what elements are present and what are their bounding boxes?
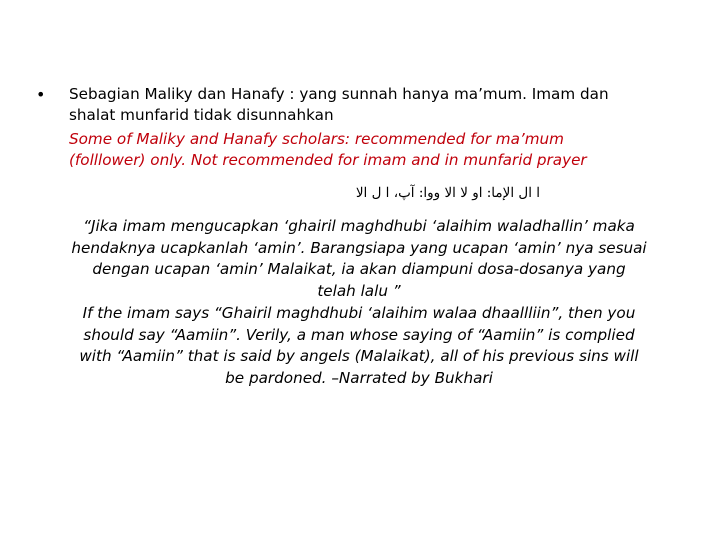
bullet-english bbox=[69, 129, 676, 171]
quote-en-line-2: should say “Aamiin”. Verily, a man whose saying of “Aamiin” is complied bbox=[83, 325, 635, 344]
bullet-line-id-2: shalat munfarid tidak disunnahkan bbox=[69, 106, 334, 124]
quote-indonesian bbox=[56, 216, 662, 302]
quote-id-line-2: hendaknya ucapkanlah ‘amin’. Barangsiapa yang ucapan ‘amin’ nya sesuai bbox=[71, 238, 647, 257]
bullet-icon: • bbox=[36, 85, 46, 104]
quote-id-line-4: telah lalu ” bbox=[317, 281, 401, 300]
bullet-line-en-2: (folllower) only. Not recommended for imam and in munfarid prayer bbox=[69, 151, 587, 169]
hadith-quote bbox=[56, 216, 662, 389]
bullet-line-en-1: Some of Maliky and Hanafy scholars: recommended for ma’mum bbox=[69, 130, 564, 148]
quote-id-line-3: dengan ucapan ‘amin’ Malaikat, ia akan diampuni dosa-dosanya yang bbox=[92, 260, 626, 278]
quote-id-line-1: “Jika imam mengucapkan ‘ghairil maghdhubi ‘alaihim waladhallin’ maka bbox=[83, 217, 635, 235]
bullet-text bbox=[69, 84, 676, 171]
quote-en-line-1: If the imam says “Ghairil maghdhubi ‘alaihim walaa dhaallliin”, then you bbox=[82, 304, 636, 322]
bullet-line-id-1: Sebagian Maliky dan Hanafy : yang sunnah hanya ma’mum. Imam dan bbox=[69, 85, 609, 103]
arabic-hadith-line: ا ال الإما: او لا الا ووا: آپ، ا ل الا bbox=[355, 185, 540, 201]
quote-english bbox=[56, 303, 662, 389]
quote-en-line-3: with “Aamiin” that is said by angels (Malaikat), all of his previous sins will bbox=[79, 347, 639, 365]
quote-en-line-4: be pardoned. –Narrated by Bukhari bbox=[225, 368, 493, 387]
bullet-item bbox=[36, 84, 676, 171]
